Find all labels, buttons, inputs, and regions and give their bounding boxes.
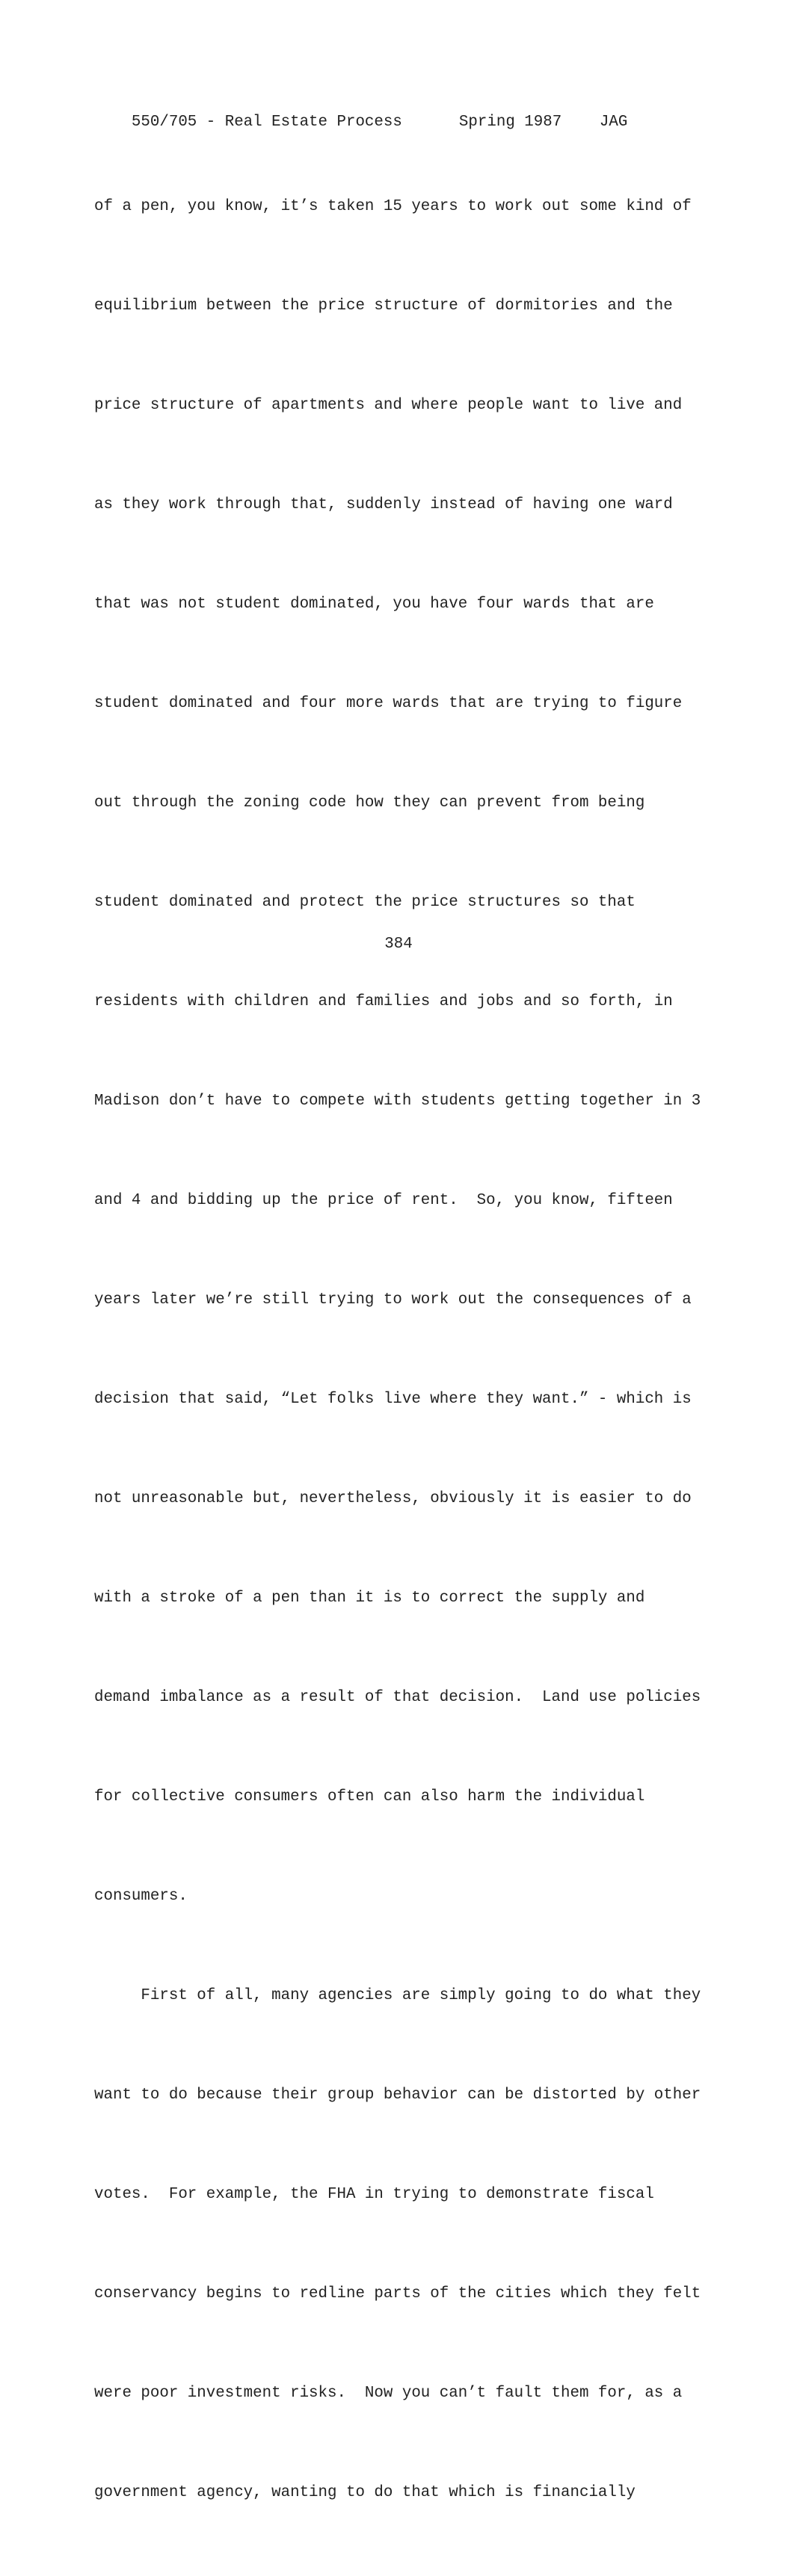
text-line: not unreasonable but, nevertheless, obviously it is easier to do: [94, 1490, 692, 1508]
course-title: 550/705 - Real Estate Process: [131, 114, 402, 131]
text-line: want to do because their group behavior can be distorted by other: [94, 2087, 701, 2104]
term-label: Spring 1987: [458, 114, 562, 131]
text-line: price structure of apartments and where people want to live and: [94, 396, 683, 414]
text-line: decision that said, “Let folks live where they want.” - which is: [94, 1391, 692, 1409]
text-line: residents with children and families and jobs and so forth, in: [94, 992, 673, 1010]
text-line: consumers.: [94, 1888, 188, 1906]
text-line: and 4 and bidding up the price of rent. So, you know, fifteen: [94, 1192, 673, 1209]
text-line: conservancy begins to redline parts of the cities which they felt: [94, 2285, 701, 2303]
text-line: for collective consumers often can also harm the individual: [94, 1788, 645, 1806]
text-line: as they work through that, suddenly instead of having one ward: [94, 495, 673, 513]
body-text: [94, 124, 715, 2576]
text-line: equilibrium between the price structure of dormitories and the: [94, 297, 673, 315]
page-number: 384: [384, 936, 413, 953]
text-line: with a stroke of a pen than it is to correct the supply and: [94, 1590, 645, 1607]
text-line: student dominated and protect the price structures so that: [94, 893, 636, 911]
text-line: of a pen, you know, it’s taken 15 years to work out some kind of: [94, 197, 692, 215]
text-line: government agency, wanting to do that which is financially: [94, 2484, 636, 2502]
text-line: First of all, many agencies are simply going to do what they: [94, 1987, 701, 2005]
text-line: student dominated and four more wards that are trying to figure: [94, 694, 683, 712]
text-line: votes. For example, the FHA in trying to demonstrate fiscal: [94, 2186, 654, 2204]
text-line: demand imbalance as a result of that decision. Land use policies: [94, 1689, 701, 1707]
text-line: years later we’re still trying to work out the consequences of a: [94, 1291, 692, 1309]
author-initials: JAG: [599, 114, 628, 131]
text-line: that was not student dominated, you have four wards that are: [94, 595, 654, 613]
text-line: out through the zoning code how they can prevent from being: [94, 794, 645, 812]
text-line: were poor investment risks. Now you can’t fault them for, as a: [94, 2385, 683, 2403]
text-line: Madison don’t have to compete with students getting together in 3: [94, 1092, 701, 1110]
